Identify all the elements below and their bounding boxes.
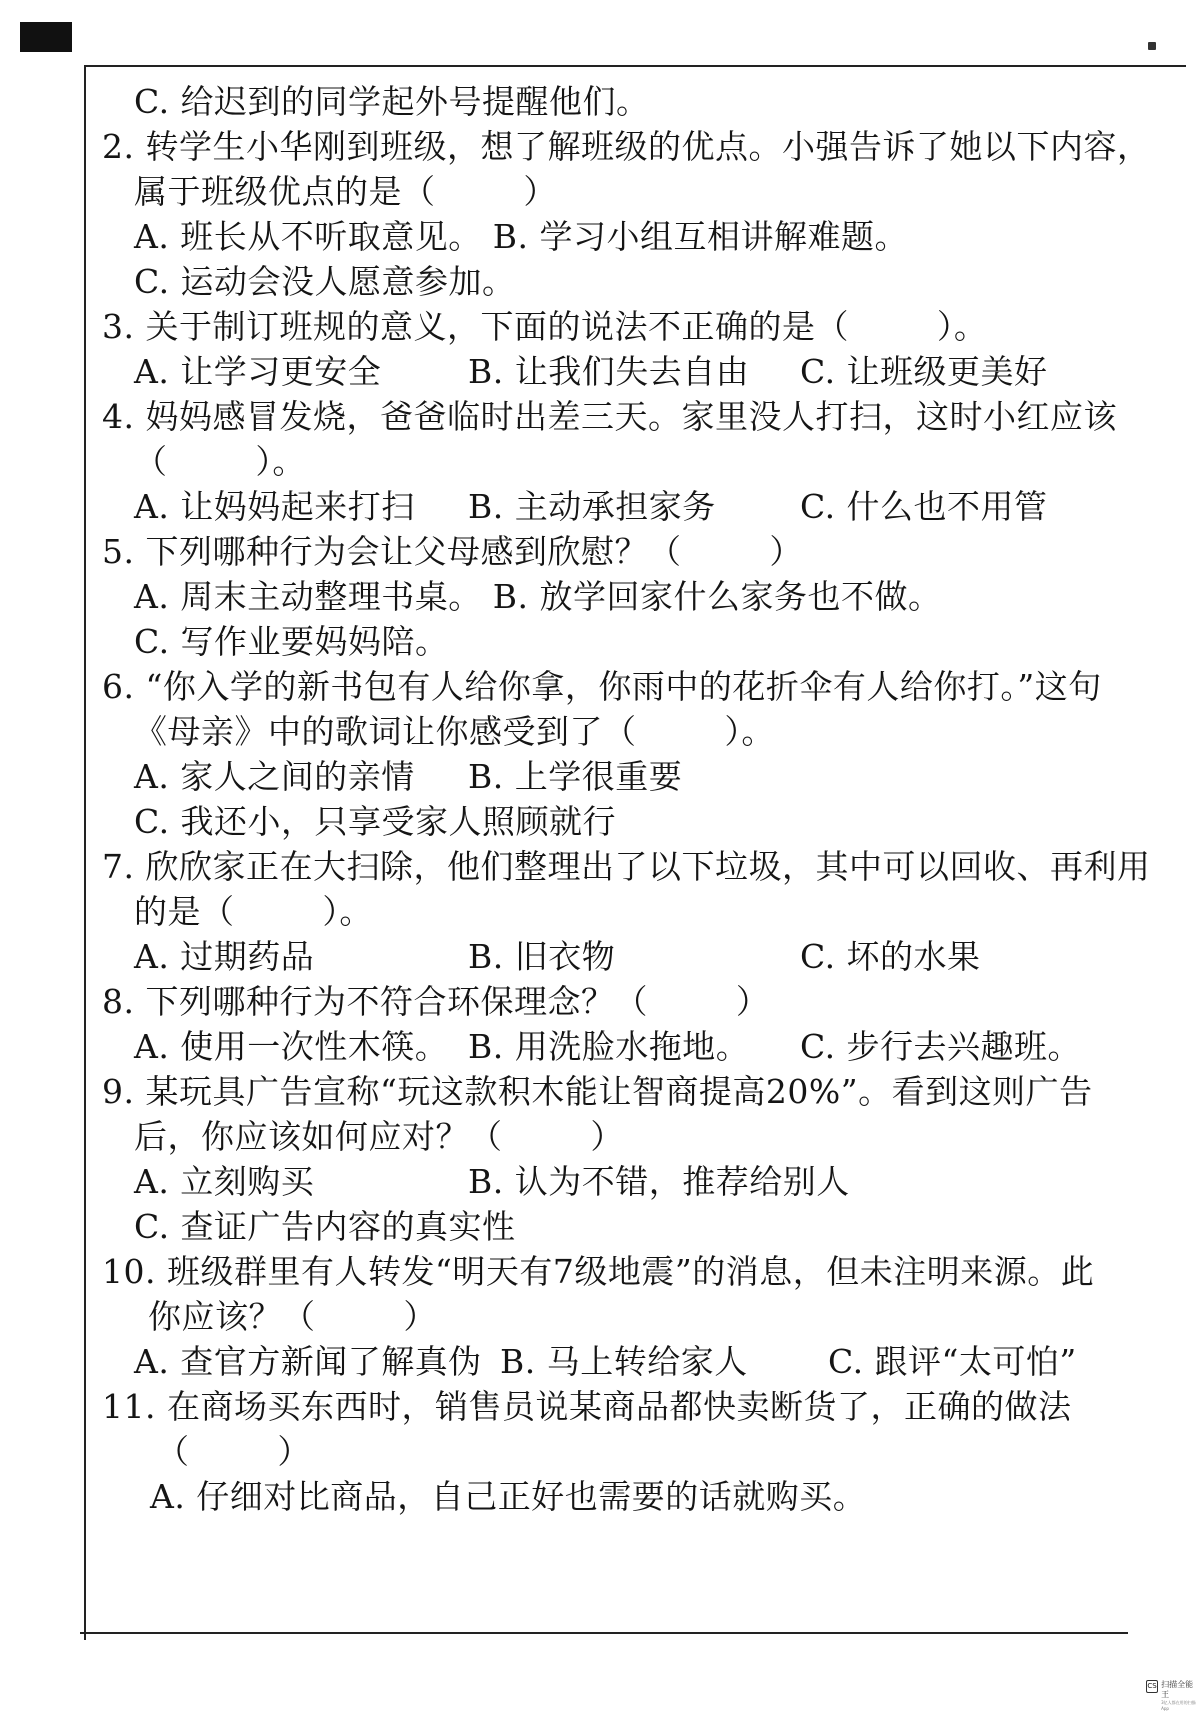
q6-stem: 6. “你入学的新书包有人给你拿，你雨中的花折伞有人给你打。”这句 <box>102 667 1102 706</box>
q2-options-ab: A. 班长从不听取意见。 B. 学习小组互相讲解难题。 <box>134 217 909 256</box>
q3-option-c: C. 让班级更美好 <box>800 352 1048 391</box>
q3-option-b: B. 让我们失去自由 <box>468 352 750 391</box>
frame-top-border <box>84 65 1186 67</box>
q3-stem: 3. 关于制订班规的意义，下面的说法不正确的是（ ）。 <box>102 307 988 346</box>
q4-stem-cont: （ ）。 <box>134 442 306 481</box>
q10-option-b: B. 马上转给家人 <box>500 1342 748 1381</box>
scanner-watermark-logo <box>1146 1680 1200 1711</box>
q8-stem: 8. 下列哪种行为不符合环保理念？（ ） <box>102 982 770 1021</box>
watermark-name: 扫描全能王 <box>1161 1680 1194 1699</box>
q4-stem: 4. 妈妈感冒发烧，爸爸临时出差三天。家里没人打扫，这时小红应该 <box>102 397 1117 436</box>
q10-option-c: C. 跟评“太可怕” <box>828 1342 1077 1381</box>
q9-stem-cont: 后，你应该如何应对？（ ） <box>134 1117 624 1156</box>
corner-dot-mark <box>1148 42 1156 50</box>
q8-option-b: B. 用洗脸水拖地。 <box>468 1027 750 1066</box>
q9-option-c: C. 查证广告内容的真实性 <box>134 1207 516 1246</box>
q11-stem-cont: （ ） <box>156 1432 311 1471</box>
q5-options-ab: A. 周末主动整理书桌。 B. 放学回家什么家务也不做。 <box>134 577 942 616</box>
q7-stem-cont: 的是（ ）。 <box>134 892 373 931</box>
q6-option-a: A. 家人之间的亲情 <box>134 757 415 796</box>
q11-option-a: A. 仔细对比商品，自己正好也需要的话就购买。 <box>150 1477 867 1516</box>
q6-option-b: B. 上学很重要 <box>468 757 683 796</box>
q6-option-c: C. 我还小，只享受家人照顾就行 <box>134 802 617 841</box>
q7-option-b: B. 旧衣物 <box>468 937 616 976</box>
q7-option-c: C. 坏的水果 <box>800 937 981 976</box>
q4-option-a: A. 让妈妈起来打扫 <box>134 487 415 526</box>
q9-option-b: B. 认为不错，推荐给别人 <box>468 1162 850 1201</box>
q2-stem: 2. 转学生小华刚到班级，想了解班级的优点。小强告诉了她以下内容， <box>102 127 1151 166</box>
camscanner-icon: CS <box>1146 1680 1158 1693</box>
q7-option-a: A. 过期药品 <box>134 937 315 976</box>
frame-left-border <box>84 65 86 1640</box>
q9-stem: 9. 某玩具广告宣称“玩这款积木能让智商提高20%”。看到这则广告 <box>102 1072 1093 1111</box>
q2-stem-cont: 属于班级优点的是（ ） <box>134 172 557 211</box>
frame-bottom-border <box>80 1632 1128 1634</box>
q8-option-a: A. 使用一次性木筷。 <box>134 1027 449 1066</box>
q1-option-c: C. 给迟到的同学起外号提醒他们。 <box>134 82 650 121</box>
q5-option-c: C. 写作业要妈妈陪。 <box>134 622 449 661</box>
q3-option-a: A. 让学习更安全 <box>134 352 382 391</box>
corner-redaction-mark <box>20 22 72 52</box>
q8-option-c: C. 步行去兴趣班。 <box>800 1027 1082 1066</box>
q5-stem: 5. 下列哪种行为会让父母感到欣慰？（ ） <box>102 532 803 571</box>
q7-stem: 7. 欣欣家正在大扫除，他们整理出了以下垃圾，其中可以回收、再利用 <box>102 847 1151 886</box>
q10-option-a: A. 查官方新闻了解真伪 <box>134 1342 482 1381</box>
q11-stem: 11. 在商场买东西时，销售员说某商品都快卖断货了，正确的做法 <box>102 1387 1072 1426</box>
q6-stem-cont: 《母亲》中的歌词让你感受到了（ ）。 <box>134 712 775 751</box>
q9-option-a: A. 立刻购买 <box>134 1162 315 1201</box>
q2-option-c: C. 运动会没人愿意参加。 <box>134 262 516 301</box>
watermark-subtitle: 3亿人都在用的扫描App <box>1161 1700 1196 1711</box>
q4-option-c: C. 什么也不用管 <box>800 487 1048 526</box>
q10-stem: 10. 班级群里有人转发“明天有7级地震”的消息，但未注明来源。此 <box>102 1252 1095 1291</box>
q10-stem-cont: 你应该？（ ） <box>148 1297 437 1336</box>
q4-option-b: B. 主动承担家务 <box>468 487 716 526</box>
